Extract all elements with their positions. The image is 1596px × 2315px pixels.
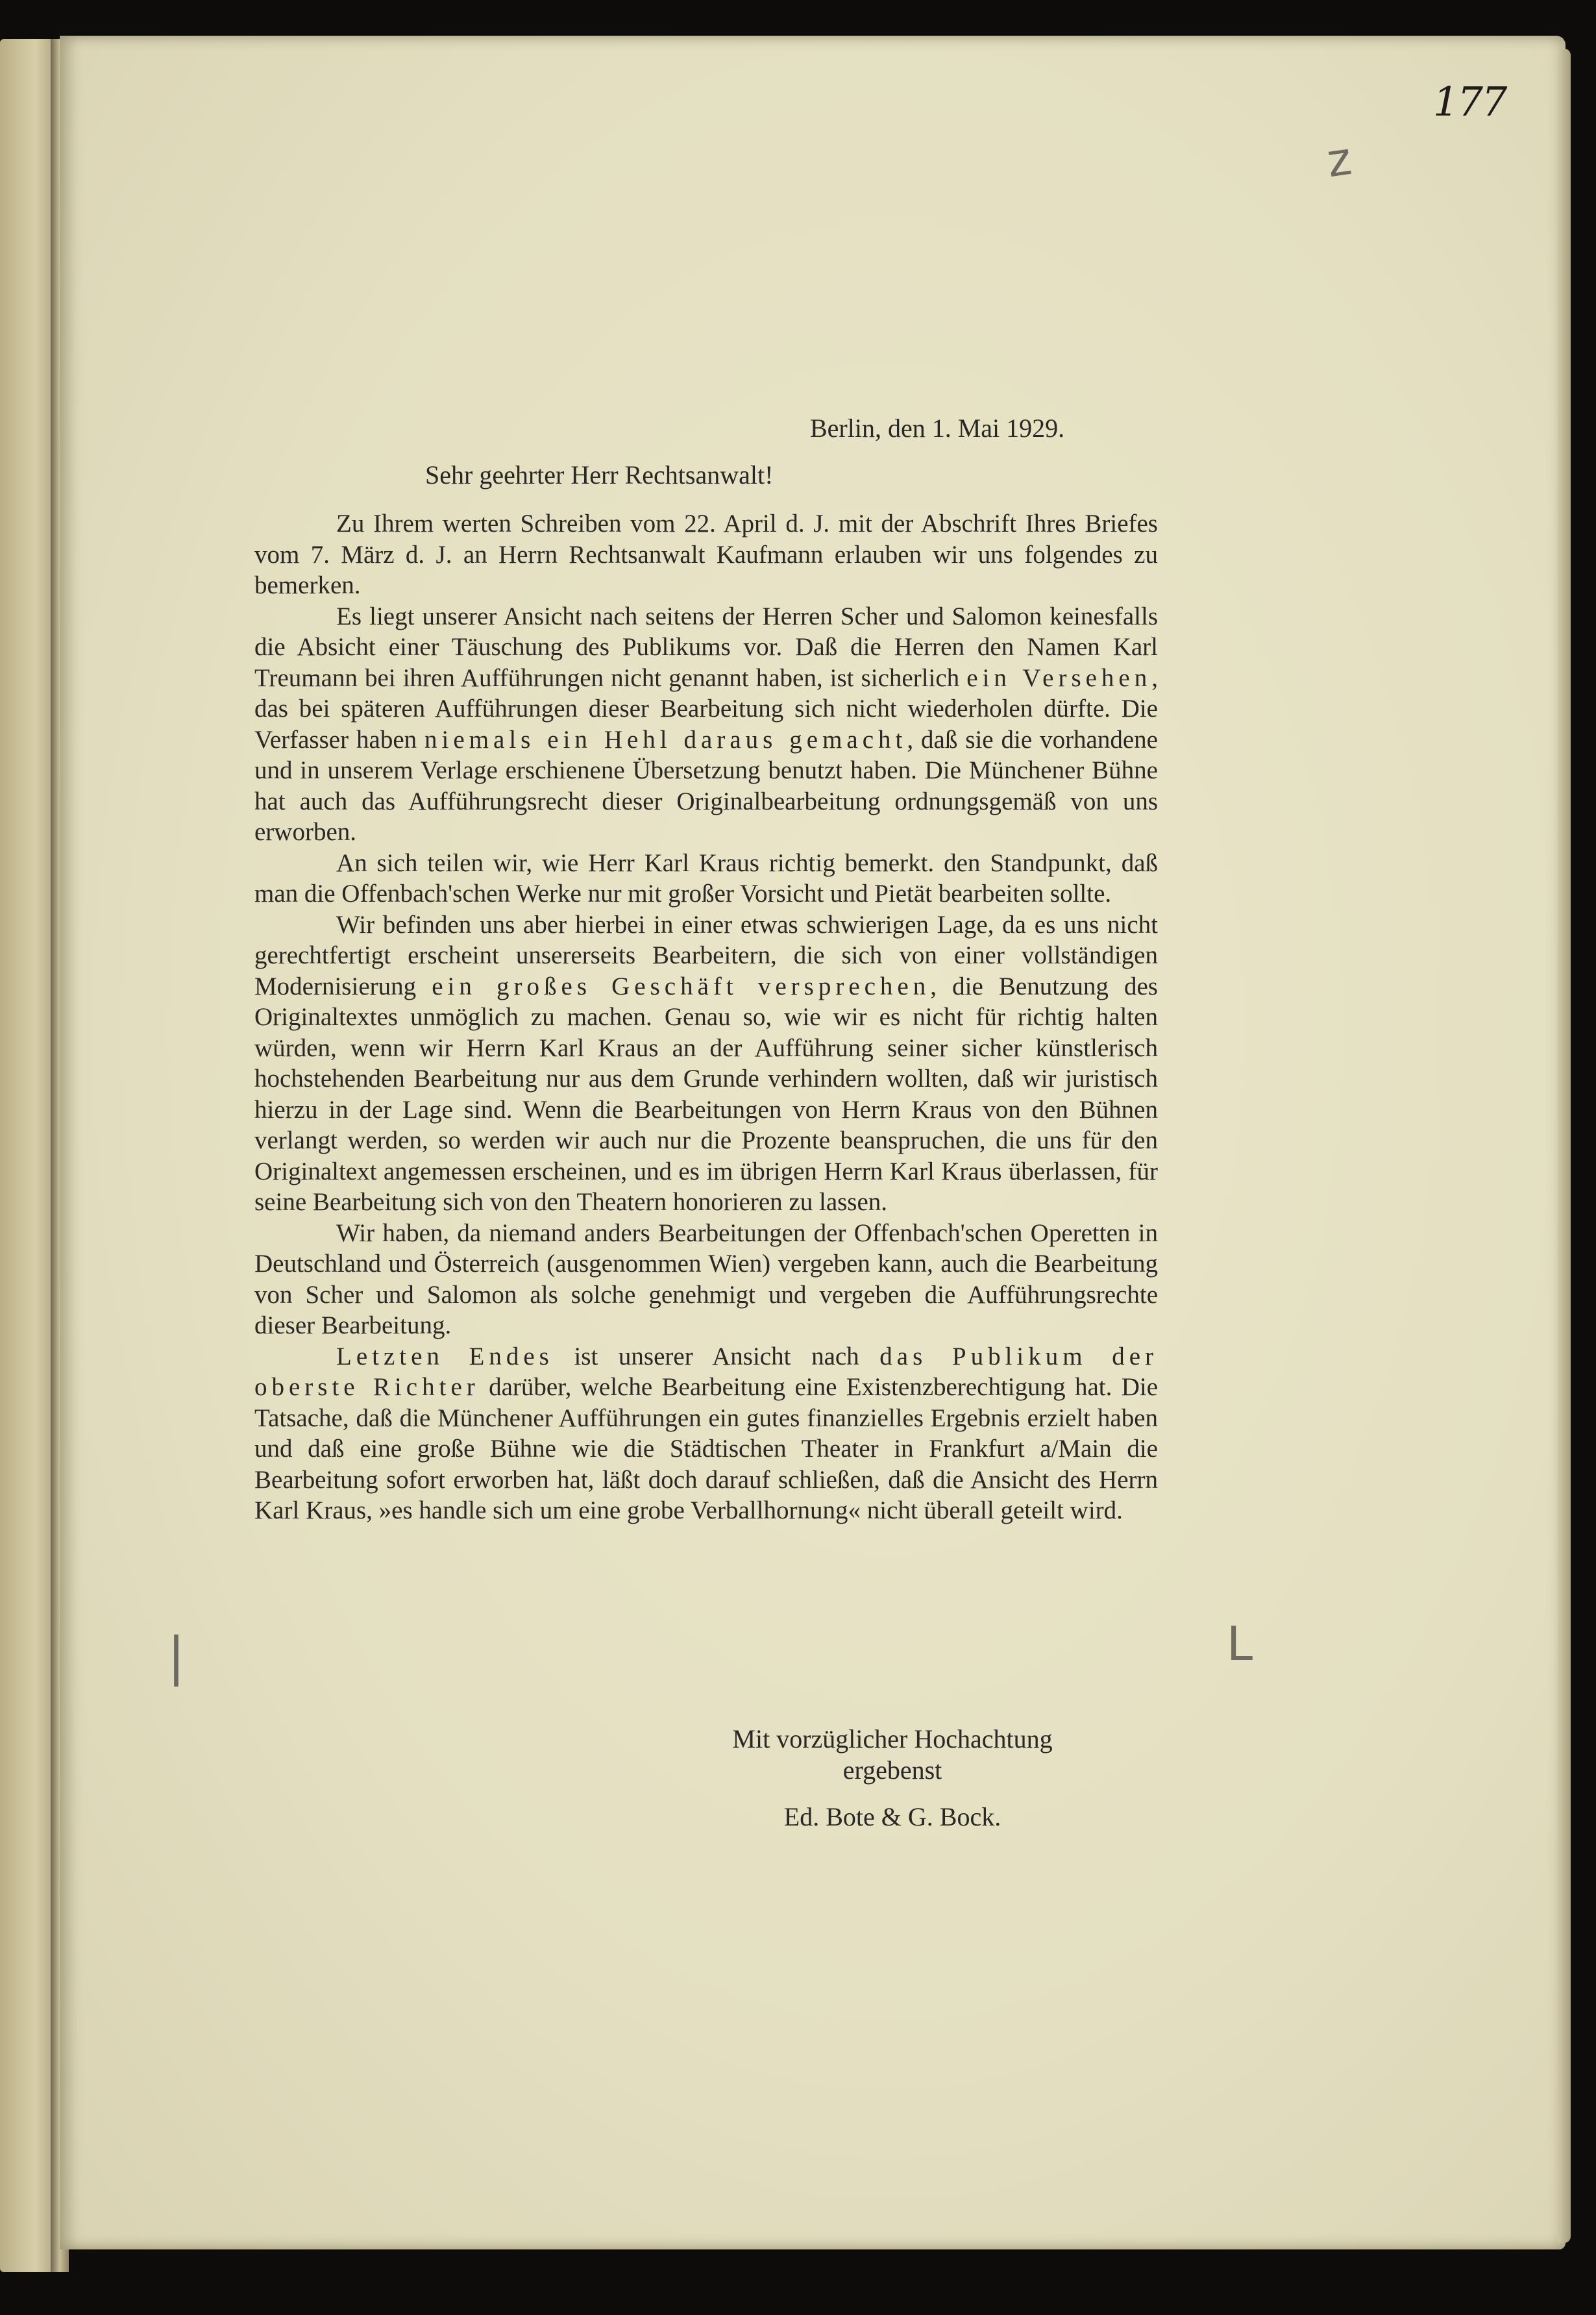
pencil-mark-right-margin: L bbox=[1227, 1616, 1253, 1671]
paragraph-text: Wir haben, da niemand anders Bearbeitungen der Offenbach'schen Operetten in Deutschland und Österreich (ausgenommen Wien) vergeben kann, auch die Bearbeitung von Scher und Salomon als solche genehmigt und vergeben die Aufführungsrechte dieser Bearbeitung. bbox=[254, 1219, 1158, 1339]
letter-body bbox=[254, 508, 1158, 1526]
spaced-emphasis-text: ein Versehen bbox=[966, 663, 1152, 692]
pencil-mark-left-margin: | bbox=[167, 1626, 185, 1687]
page-right-edge bbox=[1558, 49, 1571, 2243]
body-paragraph bbox=[254, 508, 1158, 601]
letter-closing-block bbox=[649, 1724, 1136, 1833]
spaced-emphasis-text: niemals ein Hehl daraus gemacht bbox=[424, 725, 907, 754]
paragraph-text: , daß sie die vorhandene und in unserem Verlage erschienene Übersetzung benutzt haben. Die Münchener Bühne hat auch das Aufführungsrecht dieser Originalbearbeitung ordnungsgemäß von uns erworben. bbox=[254, 725, 1158, 846]
body-paragraph bbox=[254, 910, 1158, 1218]
body-paragraph bbox=[254, 1218, 1158, 1341]
paragraph-text: An sich teilen wir, wie Herr Karl Kraus richtig bemerkt. den Standpunkt, daß man die Offenbach'schen Werke nur mit großer Vorsicht und Pietät bearbeiten sollte. bbox=[254, 848, 1158, 908]
spaced-emphasis-text: ein großes Geschäft versprechen bbox=[432, 972, 931, 1000]
spaced-emphasis-text: das Publikum der oberste Richter bbox=[254, 1342, 1158, 1401]
paragraph-text: ist unserer Ansicht nach bbox=[553, 1342, 880, 1370]
signature-publisher: Ed. Bote & G. Bock. bbox=[783, 1802, 1001, 1831]
body-paragraph bbox=[254, 848, 1158, 910]
closing-phrase: Mit vorzüglicher Hochachtung bbox=[732, 1724, 1053, 1753]
paragraph-text: darüber, welche Bearbeitung eine Existenzberechtigung hat. Die Tatsache, daß die Münchener Aufführungen ein gutes finanzielles Ergebnis erzielt haben und daß eine große Bühne wie die Städtischen Theater in Frankfurt a/Main die Bearbeitung sofort erworben hat, läßt doch darauf schließen, daß die Ansicht des Herrn Karl Kraus, »es handle sich um eine grobe Verballhornung« nicht überall geteilt wird. bbox=[254, 1373, 1158, 1524]
letter-date: Berlin, den 1. Mai 1929. bbox=[810, 414, 1065, 443]
folio-number: 177 bbox=[1433, 78, 1506, 125]
paragraph-text: , die Benutzung des Originaltextes unmöglich zu machen. Genau so, wie wir es nicht für richtig halten würden, wenn wir Herrn Karl Kraus an der Aufführung seiner sicher künstlerisch hochstehenden Bearbeitung nur aus dem Grunde verhindern wollten, daß wir juristisch hierzu in der Lage sind. Wenn die Bearbeitungen von Herrn Kraus von den Bühnen verlangt werden, so werden wir auch nur die Prozente beanspruchen, die uns für den Originaltext angemessen erscheinen, und es im übrigen Herrn Karl Kraus überlassen, für seine Bearbeitung sich von den Theatern honorieren zu lassen. bbox=[254, 972, 1158, 1216]
closing-ergebenst: ergebenst bbox=[842, 1755, 942, 1785]
body-paragraph bbox=[254, 1341, 1158, 1526]
paragraph-text: Zu Ihrem werten Schreiben vom 22. April d. J. mit der Abschrift Ihres Briefes vom 7. März d. J. an Herrn Rechtsanwalt Kaufmann erlauben wir uns folgendes zu bemerken. bbox=[254, 510, 1158, 599]
paragraph-text: Es liegt unserer Ansicht nach seitens der Herren Scher und Salomon keinesfalls die Absicht einer Täuschung des Publikums vor. Daß die Herren den Namen Karl Treumann bei ihren Aufführungen nicht genannt haben, ist sicherlich bbox=[254, 602, 1158, 692]
pencil-mark-top: z bbox=[1323, 131, 1355, 188]
spaced-emphasis-text: Letzten Endes bbox=[336, 1342, 554, 1370]
letter-salutation: Sehr geehrter Herr Rechtsanwalt! bbox=[425, 460, 774, 489]
body-paragraph bbox=[254, 601, 1158, 848]
paragraph-text: , das bei späteren Aufführungen dieser Bearbeitung sich nicht wiederholen dürfte. Die Verfasser haben bbox=[254, 663, 1158, 754]
paragraph-text: Wir befinden uns aber hierbei in einer etwas schwierigen Lage, da es uns nicht gerechtfertigt erscheint unsererseits Bearbeitern, die sich von einer vollständigen Modernisierung bbox=[254, 910, 1158, 1000]
